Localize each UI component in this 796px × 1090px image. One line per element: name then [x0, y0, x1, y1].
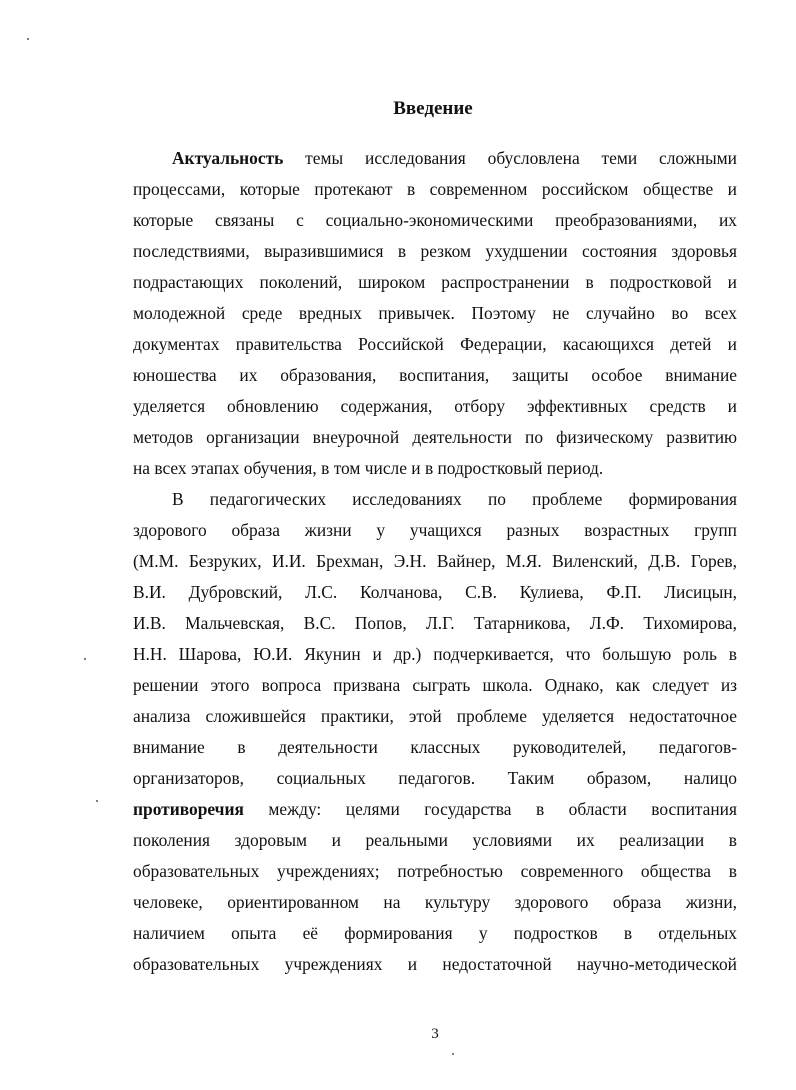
paragraph-2-line: решении этого вопроса призвана сыграть школа. Однако, как следует из	[133, 675, 737, 695]
paragraph-2-line: человеке, ориентированном на культуру здорового образа жизни,	[133, 892, 737, 912]
paragraph-1-line: подрастающих поколений, широком распространении в подростковой и	[133, 272, 737, 292]
paragraph-2-line: анализа сложившейся практики, этой проблеме уделяется недостаточное	[133, 706, 737, 726]
page-number: 3	[431, 1026, 439, 1042]
paragraph-1-line: процессами, которые протекают в современном российском обществе и	[133, 179, 737, 199]
paragraph-2-line: внимание в деятельности классных руководителей, педагогов-	[133, 737, 737, 757]
paragraph-1-line: документах правительства Российской Федерации, касающихся детей и	[133, 334, 737, 354]
paragraph-1-line: которые связаны с социально-экономическими преобразованиями, их	[133, 210, 737, 230]
paragraph-2-line: наличием опыта её формирования у подростков в отдельных	[133, 923, 737, 943]
paragraph-2-line: организаторов, социальных педагогов. Таким образом, налицо	[133, 768, 737, 788]
scan-speck	[452, 1053, 454, 1055]
paragraph-1-line: на всех этапах обучения, в том числе и в подростковый период.	[133, 458, 604, 478]
paragraph-2-line: здорового образа жизни у учащихся разных возрастных групп	[133, 520, 737, 540]
bold-term-actuality: Актуальность	[172, 148, 284, 168]
paragraph-2-line: образовательных учреждениях; потребностью современного общества в	[133, 861, 737, 881]
scan-speck	[27, 38, 29, 40]
paragraph-2-line: И.В. Мальчевская, В.С. Попов, Л.Г. Татарникова, Л.Ф. Тихомирова,	[133, 613, 737, 633]
paragraph-1-line: последствиями, выразившимися в резком ухудшении состояния здоровья	[133, 241, 737, 261]
paragraph-2-line: (М.М. Безруких, И.И. Брехман, Э.Н. Вайнер, М.Я. Виленский, Д.В. Горев,	[133, 551, 737, 571]
page-title: Введение	[393, 98, 473, 119]
scan-speck	[96, 800, 98, 802]
paragraph-1-line-0-rest: темы исследования обусловлена теми сложными	[283, 148, 737, 168]
paragraph-2-line: образовательных учреждениях и недостаточной научно-методической	[133, 954, 737, 974]
paragraph-2-line: поколения здоровым и реальными условиями их реализации в	[133, 830, 737, 850]
paragraph-1-line-0	[172, 148, 737, 168]
paragraph-2-line-0: В педагогических исследованиях по проблеме формирования	[172, 489, 737, 509]
paragraph-1-line: юношества их образования, воспитания, защиты особое внимание	[133, 365, 737, 385]
bold-term-contradictions: противоречия	[133, 799, 244, 819]
paragraph-1-line: методов организации внеурочной деятельности по физическому развитию	[133, 427, 737, 447]
paragraph-2-line: В.И. Дубровский, Л.С. Колчанова, С.В. Кулиева, Ф.П. Лисицын,	[133, 582, 737, 602]
paragraph-2-line: Н.Н. Шарова, Ю.И. Якунин и др.) подчеркивается, что большую роль в	[133, 644, 737, 664]
scan-speck	[84, 658, 86, 660]
paragraph-1-line: уделяется обновлению содержания, отбору эффективных средств и	[133, 396, 737, 416]
paragraph-2-bold-line-rest: между: целями государства в области воспитания	[243, 799, 737, 819]
paragraph-2-bold-line	[133, 799, 737, 819]
paragraph-1-line: молодежной среде вредных привычек. Поэтому не случайно во всех	[133, 303, 737, 323]
